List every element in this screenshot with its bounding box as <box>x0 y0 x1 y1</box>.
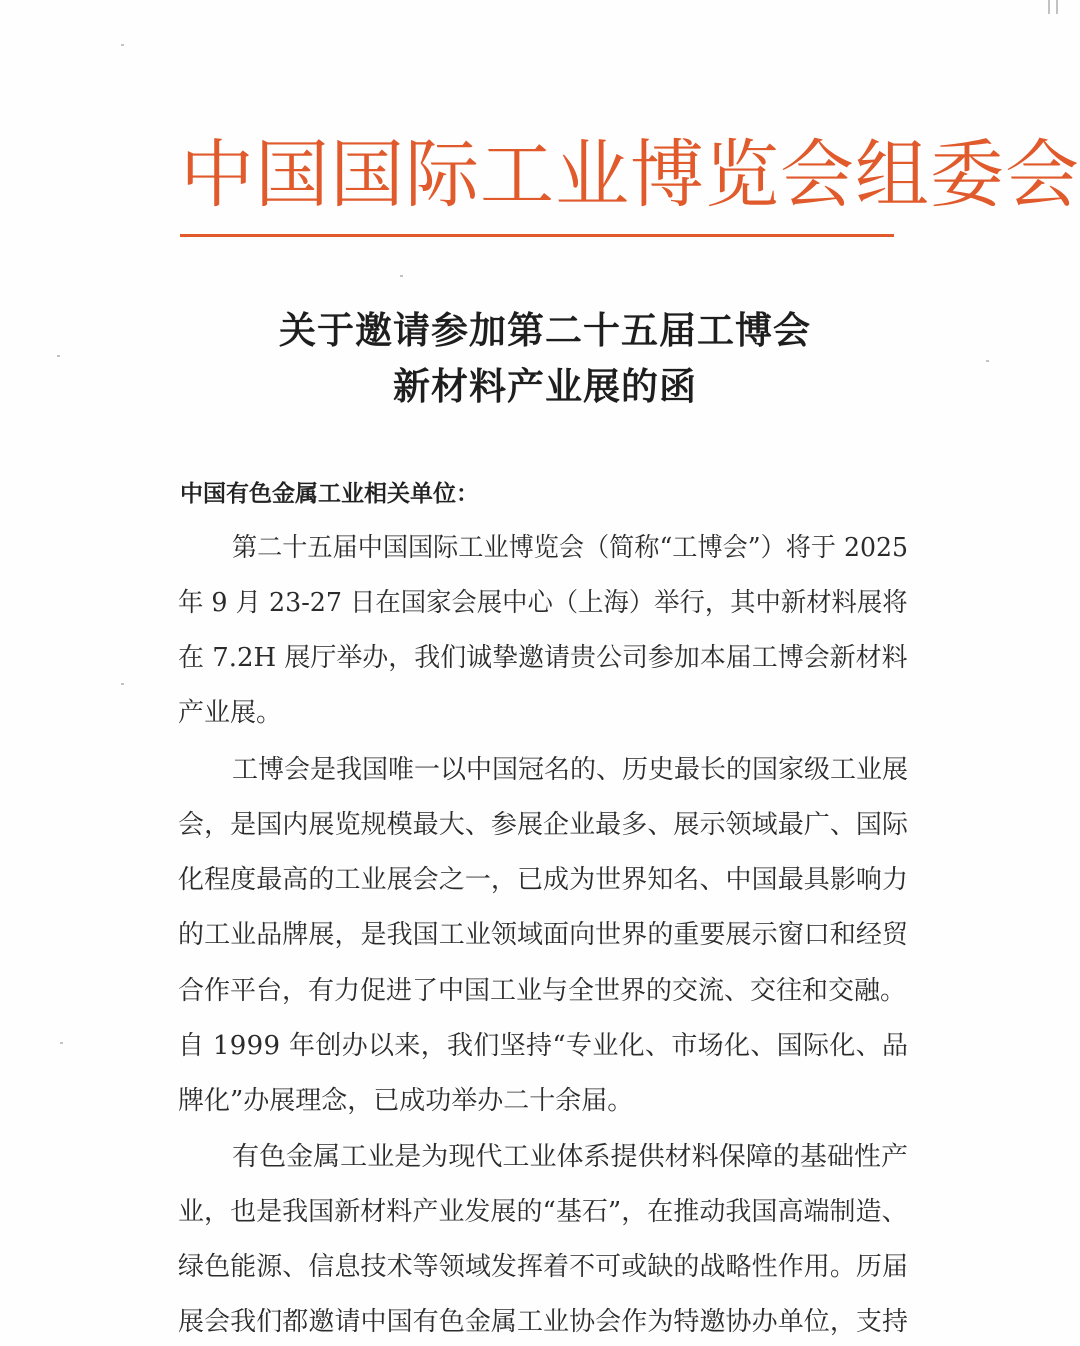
scan-speck <box>121 683 124 685</box>
scan-speck <box>57 355 60 357</box>
paragraph-1-line-1: 第二十五届中国国际工业博览会（简称“工博会”）将于 2025 <box>232 533 909 563</box>
paragraph-2-line-2: 会，是国内展览规模最大、参展企业最多、展示领域最广、国际 <box>178 810 909 840</box>
paragraph-2-line-6: 自 1999 年创办以来，我们坚持“专业化、市场化、国际化、品 <box>178 1031 909 1061</box>
paragraph-3-line-2: 业，也是我国新材料产业发展的“基石”，在推动我国高端制造、 <box>178 1197 908 1227</box>
paragraph-2-line-1: 工博会是我国唯一以中国冠名的、历史最长的国家级工业展 <box>232 755 909 785</box>
paragraph-2-line-4: 的工业品牌展，是我国工业领域面向世界的重要展示窗口和经贸 <box>178 920 909 950</box>
letterhead-divider <box>180 234 894 237</box>
scan-speck <box>60 1042 63 1044</box>
paragraph-1-line-2: 年 9 月 23-27 日在国家会展中心（上海）举行，其中新材料展将 <box>178 588 908 618</box>
scan-speck <box>400 275 403 277</box>
salutation: 中国有色金属工业相关单位： <box>180 481 479 507</box>
paragraph-2-line-5: 合作平台，有力促进了中国工业与全世界的交流、交往和交融。 <box>178 976 907 1006</box>
scan-speck <box>986 360 989 362</box>
paragraph-3-line-3: 绿色能源、信息技术等领域发挥着不可或缺的战略性作用。历届 <box>178 1252 909 1282</box>
paragraph-2-line-3: 化程度最高的工业展会之一，已成为世界知名、中国最具影响力 <box>178 865 909 895</box>
letterhead-org-name: 中国国际工业博览会组委会 <box>180 132 1080 218</box>
paragraph-2-line-7: 牌化”办展理念，已成功举办二十余届。 <box>178 1086 634 1116</box>
scan-speck <box>121 44 124 46</box>
scan-corner-mark <box>1048 0 1058 14</box>
document-title-line-1: 关于邀请参加第二十五届工博会 <box>279 308 811 352</box>
paragraph-3-line-4: 展会我们都邀请中国有色金属工业协会作为特邀协办单位，支持 <box>178 1307 909 1337</box>
paragraph-1-line-4: 产业展。 <box>178 698 283 728</box>
document-title-line-2: 新材料产业展的函 <box>393 364 697 408</box>
paragraph-1-line-3: 在 7.2H 展厅举办，我们诚挚邀请贵公司参加本届工博会新材料 <box>178 643 908 673</box>
paragraph-3-line-1: 有色金属工业是为现代工业体系提供材料保障的基础性产 <box>232 1142 909 1172</box>
